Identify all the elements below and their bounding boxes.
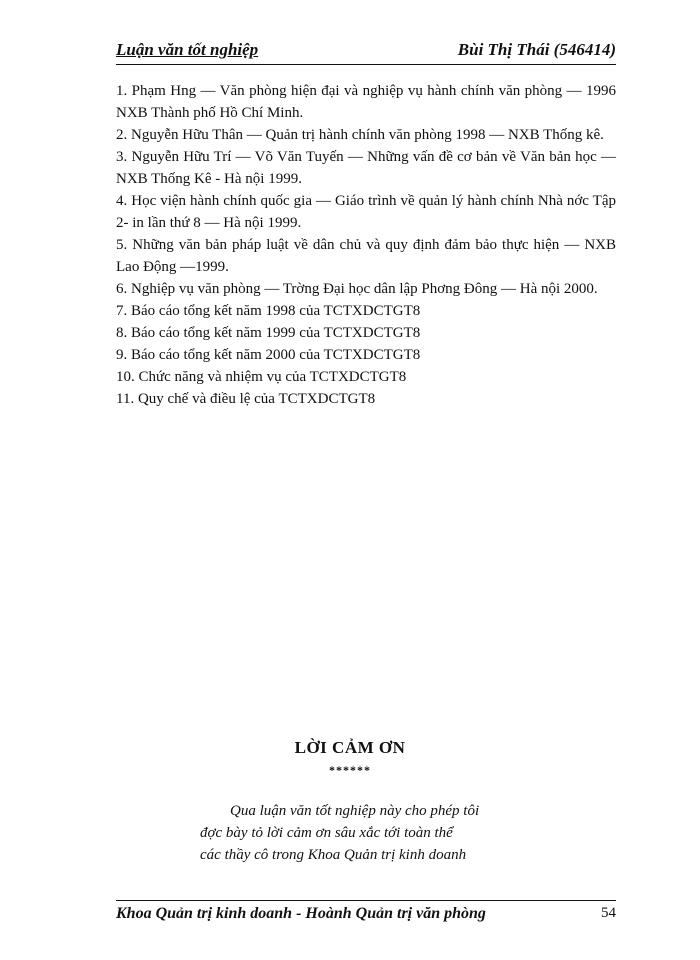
header-author: Bùi Thị Thái (546414) xyxy=(457,40,616,59)
reference-item: 1. Phạm Hng — Văn phòng hiện đại và nghiệp vụ hành chính văn phòng — 1996 NXB Thành phố Hồ Chí Minh. xyxy=(116,83,616,121)
acknowledgement-line: Qua luận văn tốt nghiệp này cho phép tôi xyxy=(230,803,480,819)
acknowledgement-line: đợc bày tỏ lời cảm ơn sâu xắc tới toàn thể xyxy=(200,825,453,841)
reference-item: 5. Những văn bản pháp luật về dân chủ và quy định đảm bảo thực hiện — NXB Lao Động —1999. xyxy=(116,237,616,275)
acknowledgement-title: LỜI CẢM ƠN xyxy=(294,738,406,757)
reference-item: 3. Nguyễn Hữu Trí — Võ Văn Tuyến — Những vấn đề cơ bản về Văn bản học — NXB Thống Kê - Hà nội 1999. xyxy=(116,149,616,187)
reference-item: 9. Báo cáo tổng kết năm 2000 của TCTXDCTGT8 xyxy=(116,347,421,363)
reference-list xyxy=(116,80,616,410)
acknowledgement-stars: ****** xyxy=(329,763,371,777)
acknowledgement-line: các thầy cô trong Khoa Quản trị kinh doanh xyxy=(200,847,467,863)
reference-item: 2. Nguyễn Hữu Thân — Quản trị hành chính văn phòng 1998 — NXB Thống kê. xyxy=(116,127,604,143)
acknowledgement-text xyxy=(200,800,540,866)
page-footer xyxy=(116,900,616,925)
reference-item: 10. Chức năng và nhiệm vụ của TCTXDCTGT8 xyxy=(116,369,407,385)
page-number: 54 xyxy=(601,905,616,921)
page-header xyxy=(116,40,616,65)
reference-item: 7. Báo cáo tổng kết năm 1998 của TCTXDCTGT8 xyxy=(116,303,421,319)
footer-department: Khoa Quản trị kinh doanh - Hoành Quản trị văn phòng xyxy=(116,905,486,922)
reference-item: 6. Nghiệp vụ văn phòng — Trờng Đại học dân lập Phơng Đông — Hà nội 2000. xyxy=(116,281,598,297)
reference-item: 8. Báo cáo tổng kết năm 1999 của TCTXDCTGT8 xyxy=(116,325,421,341)
reference-item: 11. Quy chế và điều lệ của TCTXDCTGT8 xyxy=(116,391,376,407)
reference-item: 4. Học viện hành chính quốc gia — Giáo trình về quản lý hành chính Nhà nớc Tập 2- in lần thứ 8 — Hà nội 1999. xyxy=(116,193,616,231)
header-thesis-label: Luận văn tốt nghiệp xyxy=(116,40,259,59)
